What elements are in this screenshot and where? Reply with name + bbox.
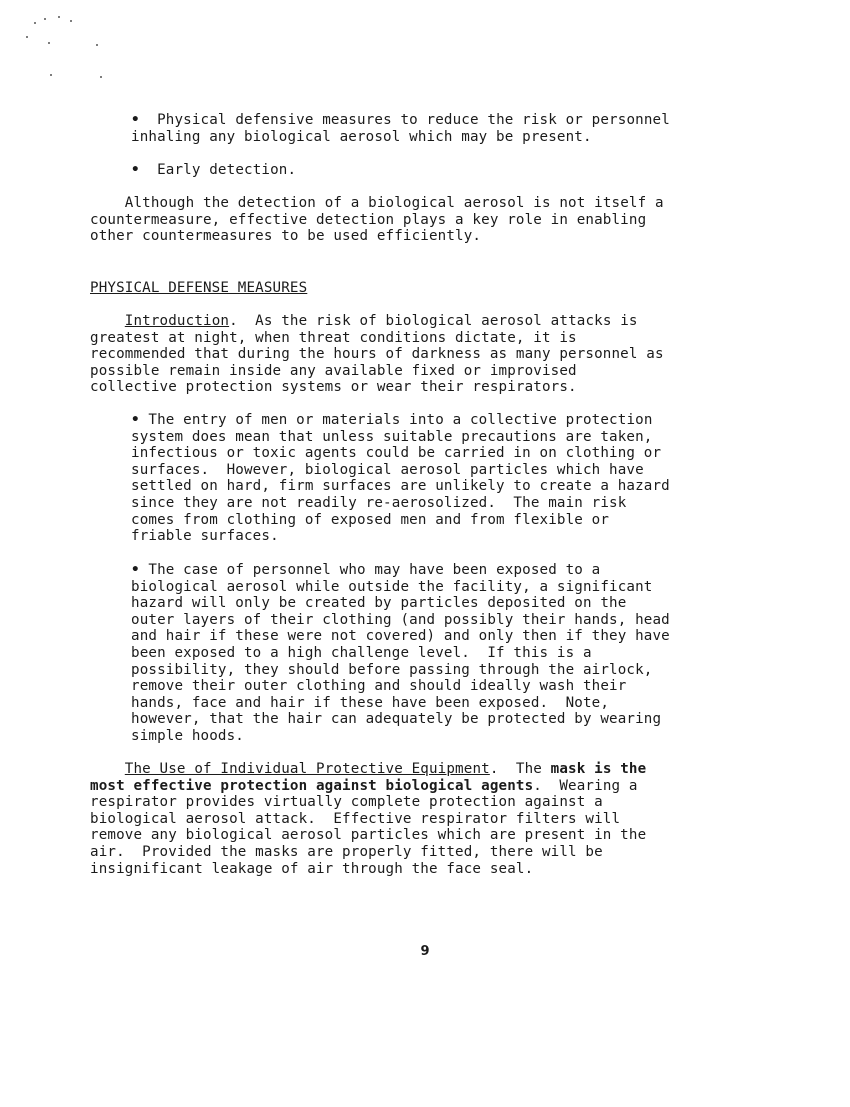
paragraph-line: Although the detection of a biological aerosol is not itself a (90, 195, 664, 211)
bullet-icon: • (131, 112, 140, 128)
scan-artifact (50, 74, 52, 76)
bullet-line: comes from clothing of exposed men and from flexible or (131, 511, 610, 528)
bullet-line: been exposed to a high challenge level. If this is a (131, 644, 592, 661)
page-number: 9 (420, 944, 430, 959)
bullet-line: since they are not readily re-aerosolized. The main risk (131, 494, 627, 511)
scan-artifact (100, 76, 102, 78)
bullet-line: however, that the hair can adequately be protected by wearing (131, 711, 662, 728)
bold-text: most effective protection against biological agents (90, 777, 534, 794)
scan-artifact (48, 42, 50, 44)
bullet-line: Early detection. (157, 162, 297, 178)
scan-artifact (96, 44, 98, 46)
bullet-line: and hair if these were not covered) and only then if they have (131, 628, 670, 645)
paragraph-line: remove any biological aerosol particles which are present in the (90, 827, 647, 844)
paragraph-line: possible remain inside any available fixed or improvised (90, 362, 577, 379)
paragraph-line: insignificant leakage of air through the face seal. (90, 860, 534, 877)
bullet-line: settled on hard, firm surfaces are unlikely to create a hazard (131, 478, 670, 495)
bullet-line: hazard will only be created by particles deposited on the (131, 595, 627, 612)
paragraph-line: recommended that during the hours of darkness as many personnel as (90, 346, 664, 363)
bullet-icon: • (131, 162, 140, 178)
paragraph-line: biological aerosol attack. Effective respirator filters will (90, 810, 621, 827)
paragraph-line: air. Provided the masks are properly fitted, there will be (90, 843, 603, 860)
bullet-line: outer layers of their clothing (and possibly their hands, head (131, 611, 670, 628)
bullet-line: remove their outer clothing and should ideally wash their (131, 678, 627, 695)
scan-artifact (70, 20, 72, 22)
bullet-line: possibility, they should before passing through the airlock, (131, 661, 653, 678)
paragraph-introduction (90, 313, 790, 396)
paragraph-line: collective protection systems or wear their respirators. (90, 379, 577, 396)
paragraph (90, 195, 790, 245)
bullet-item (131, 162, 791, 179)
bullet-icon: • (131, 412, 140, 428)
bold-text: mask is the (550, 761, 647, 777)
paragraph-ipe (90, 761, 790, 877)
paragraph-line: greatest at night, when threat conditions dictate, it is (90, 329, 577, 346)
bullet-line: The case of personnel who may have been exposed to a (148, 562, 601, 578)
scan-artifact (26, 36, 28, 38)
bullet-item (131, 412, 791, 545)
bullet-line: friable surfaces. (131, 528, 279, 545)
scan-artifact (58, 16, 60, 18)
bullet-item (131, 112, 791, 145)
paragraph-line: other countermeasures to be used efficiently. (90, 228, 482, 245)
paragraph-line: countermeasure, effective detection plays a key role in enabling (90, 211, 647, 228)
paragraph-text: . The (489, 761, 551, 777)
bullet-line: surfaces. However, biological aerosol particles which have (131, 461, 644, 478)
section-heading: PHYSICAL DEFENSE MEASURES (90, 280, 308, 296)
subheading-ipe: The Use of Individual Protective Equipment (124, 761, 490, 777)
bullet-line: The entry of men or materials into a collective protection (148, 412, 653, 428)
bullet-item (131, 562, 791, 745)
bullet-line: simple hoods. (131, 727, 244, 744)
bullet-icon: • (131, 562, 140, 578)
scan-artifact (44, 18, 46, 20)
scan-artifact (34, 22, 36, 24)
bullet-line: biological aerosol while outside the facility, a significant (131, 578, 653, 595)
paragraph-line: respirator provides virtually complete protection against a (90, 794, 603, 811)
bullet-line: system does mean that unless suitable precautions are taken, (131, 428, 653, 445)
paragraph-line: . As the risk of biological aerosol attacks is (229, 313, 638, 329)
bullet-line: infectious or toxic agents could be carried in on clothing or (131, 445, 662, 462)
bullet-line: Physical defensive measures to reduce the risk or personnel (157, 112, 670, 128)
bullet-line: hands, face and hair if these have been exposed. Note, (131, 694, 610, 711)
bullet-line: inhaling any biological aerosol which may be present. (131, 128, 592, 145)
subheading-introduction: Introduction (124, 313, 230, 329)
paragraph-text: . Wearing a (533, 777, 638, 794)
